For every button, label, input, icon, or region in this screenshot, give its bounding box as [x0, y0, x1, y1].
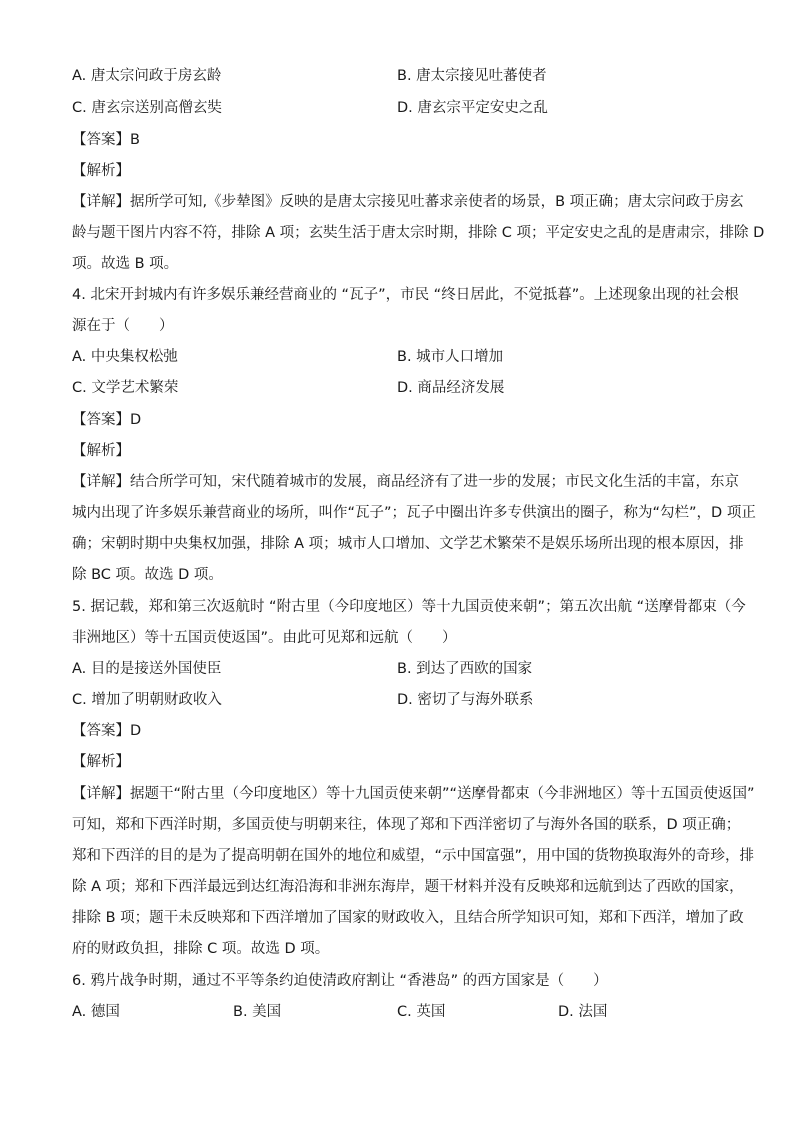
q4-stem-line: 4. 北宋开封城内有许多娱乐兼经营商业的 “瓦子”，市民 “终日居此，不觉抵暮”。上述现象出现的社会根	[72, 287, 739, 303]
q5-analysis-label: 【解析】	[72, 754, 130, 770]
q6-option-a: A. 德国	[72, 1004, 120, 1020]
q6-option-b: B. 美国	[233, 1004, 282, 1020]
q4-detail-line: 【详解】结合所学可知，宋代随着城市的发展，商品经济有了进一步的发展；市民文化生活的丰富，东京	[72, 474, 739, 490]
q5-detail-line: 除 A 项；郑和下西洋最远到达红海沿海和非洲东海岸，题干材料并没有反映郑和远航到达了西欧的国家，	[72, 879, 744, 895]
q4-option-d: D. 商品经济发展	[397, 380, 505, 396]
q5-detail-line: 【详解】据题干“附古里（今印度地区）等十九国贡使来朝”“送摩骨都束（今非洲地区）等十五国贡使返国”	[72, 786, 755, 802]
q3-answer: 【答案】B	[72, 132, 140, 148]
q3-option-a: A. 唐太宗问政于房玄龄	[72, 68, 222, 84]
q5-option-c: C. 增加了明朝财政收入	[72, 692, 222, 708]
q3-option-c: C. 唐玄宗送别高僧玄奘	[72, 100, 222, 116]
q3-detail-line: 【详解】据所学可知,《步辇图》反映的是唐太宗接见吐蕃求亲使者的场景，B 项正确；唐太宗问政于房玄	[72, 194, 744, 210]
q4-option-b: B. 城市人口增加	[397, 349, 504, 365]
q4-detail-line: 除 BC 项。故选 D 项。	[72, 567, 223, 583]
q5-detail-line: 郑和下西洋的目的是为了提高明朝在国外的地位和威望，“示中国富强”，用中国的货物换取海外的奇珍，排	[72, 848, 755, 864]
q3-detail-line: 项。故选 B 项。	[72, 256, 179, 272]
q3-option-d: D. 唐玄宗平定安史之乱	[397, 100, 548, 116]
q5-detail-line: 可知，郑和下西洋时期，多国贡使与明朝来往，体现了郑和下西洋密切了与海外各国的联系，D 项正确；	[72, 817, 741, 833]
q5-detail-line: 排除 B 项；题干未反映郑和下西洋增加了国家的财政收入，且结合所学知识可知，郑和下西洋，增加了政	[72, 910, 744, 926]
q3-option-b: B. 唐太宗接见吐蕃使者	[397, 68, 547, 84]
q4-stem-line: 源在于（ ）	[72, 318, 174, 334]
q4-analysis-label: 【解析】	[72, 443, 130, 459]
q3-analysis-label: 【解析】	[72, 163, 130, 179]
q4-option-a: A. 中央集权松弛	[72, 349, 178, 365]
q6-stem: 6. 鸦片战争时期，通过不平等条约迫使清政府割让 “香港岛” 的西方国家是（ ）	[72, 973, 608, 989]
q5-option-a: A. 目的是接送外国使臣	[72, 661, 222, 677]
q3-detail-line: 龄与题干图片内容不符，排除 A 项；玄奘生活于唐太宗时期，排除 C 项；平定安史之乱的是唐肃宗，排除 D	[72, 225, 765, 241]
q5-option-b: B. 到达了西欧的国家	[397, 661, 533, 677]
q4-detail-line: 城内出现了许多娱乐兼营商业的场所，叫作“瓦子”；瓦子中圈出许多专供演出的圈子，称为“勾栏”，D 项正	[72, 505, 756, 521]
q5-detail-line: 府的财政负担，排除 C 项。故选 D 项。	[72, 941, 330, 957]
q4-detail-line: 确；宋朝时期中央集权加强，排除 A 项；城市人口增加、文学艺术繁荣不是娱乐场所出现的根本原因，排	[72, 536, 744, 552]
q5-answer: 【答案】D	[72, 723, 142, 739]
q5-stem-line: 非洲地区）等十五国贡使返国”。由此可见郑和远航（ ）	[72, 630, 457, 646]
q6-option-c: C. 英国	[397, 1004, 446, 1020]
q5-option-d: D. 密切了与海外联系	[397, 692, 534, 708]
q6-option-d: D. 法国	[558, 1004, 608, 1020]
q4-answer: 【答案】D	[72, 412, 142, 428]
q4-option-c: C. 文学艺术繁荣	[72, 380, 179, 396]
q5-stem-line: 5. 据记载，郑和第三次返航时 “附古里（今印度地区）等十九国贡使来朝”；第五次出航 “送摩骨都束（今	[72, 599, 746, 615]
